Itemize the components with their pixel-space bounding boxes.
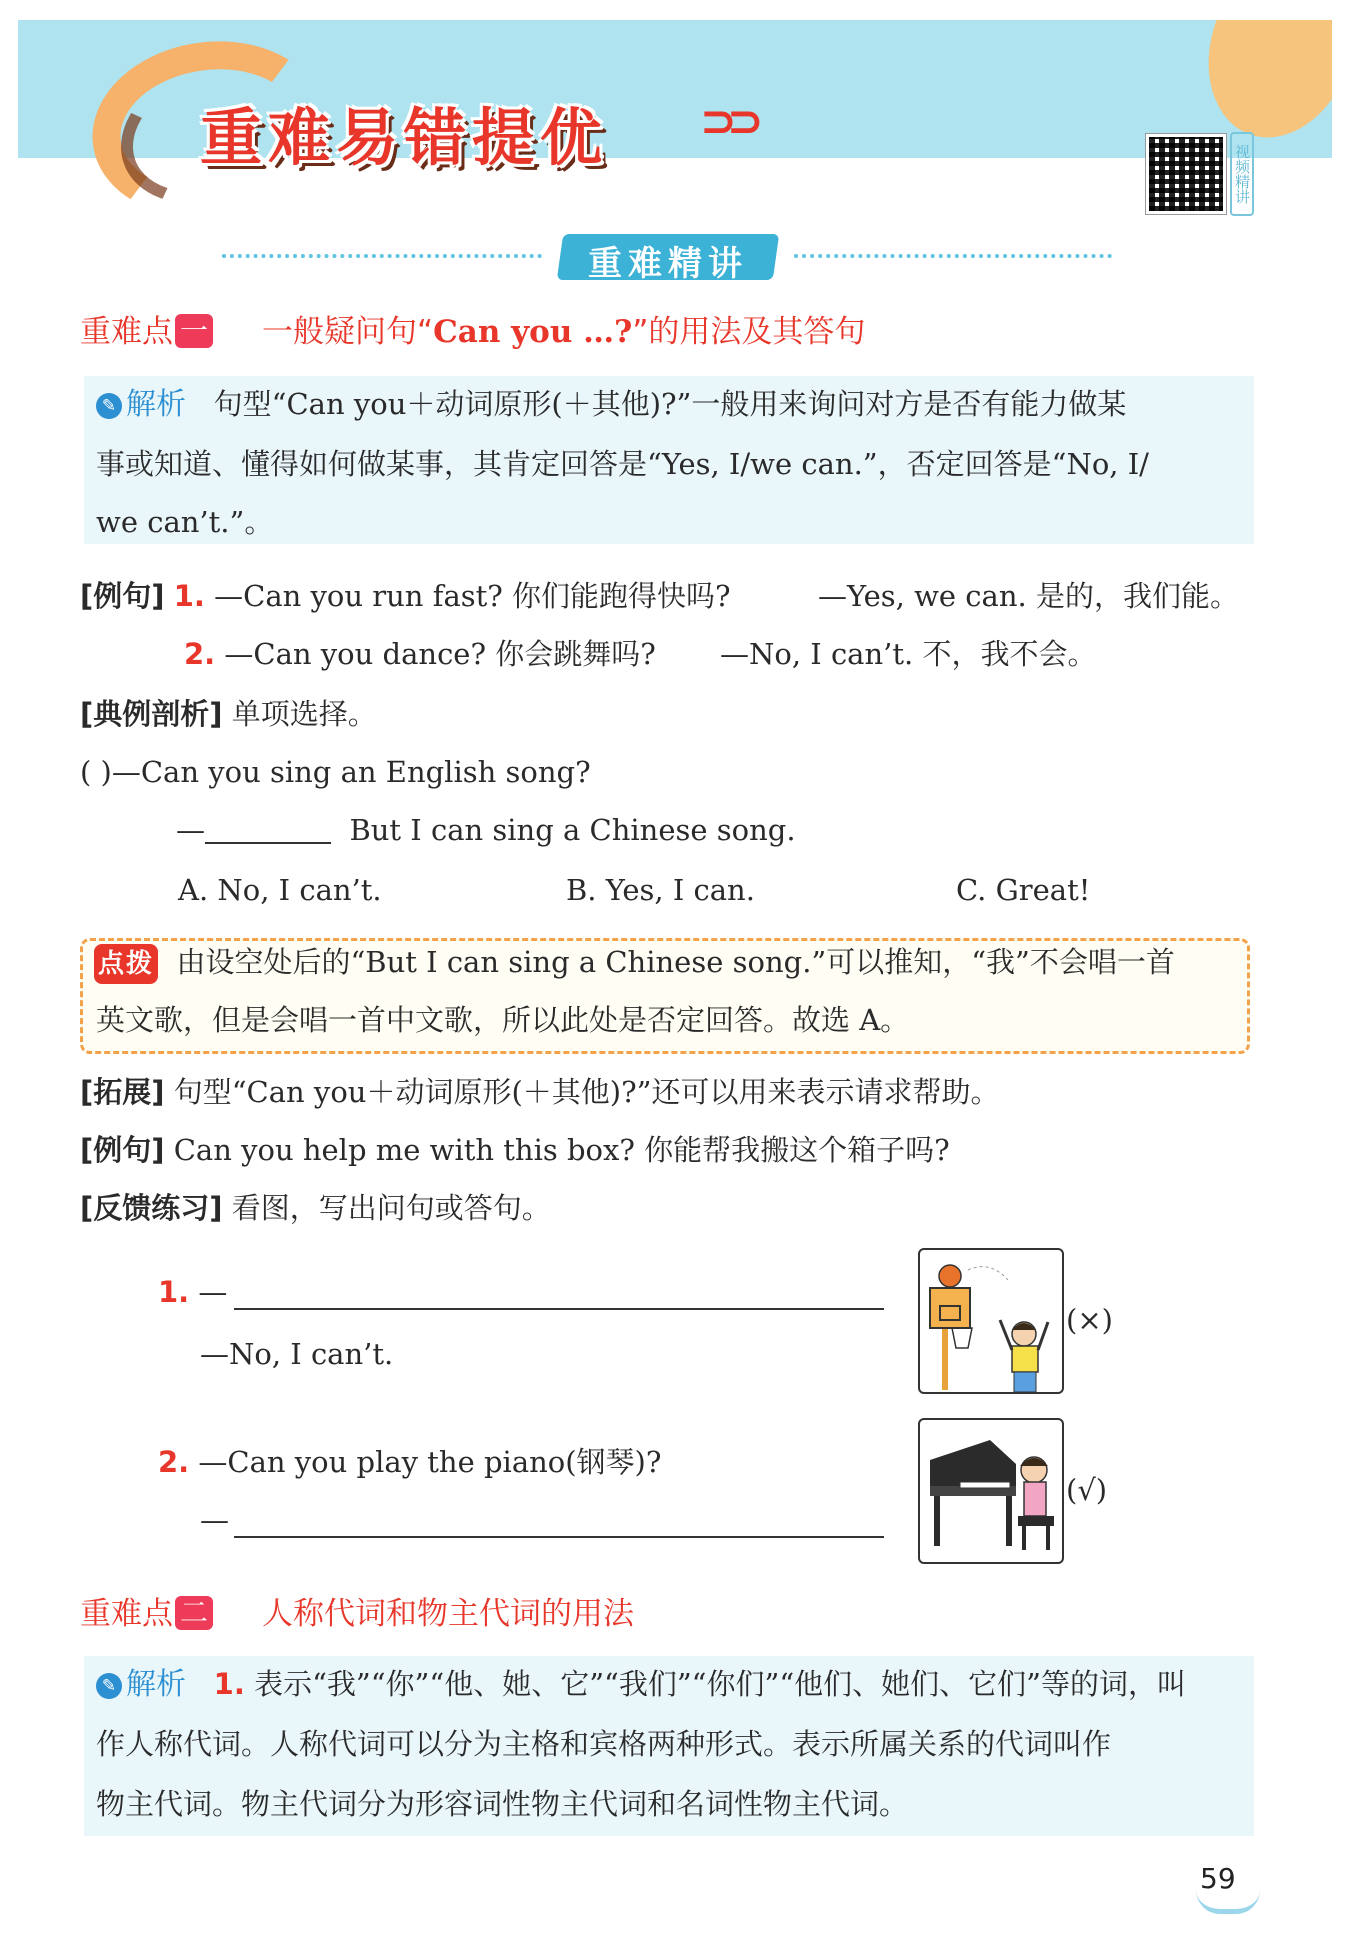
example-question: —Can you dance? 你会跳舞吗? bbox=[224, 637, 656, 671]
key-point-2-label bbox=[80, 1588, 213, 1633]
example-2-tag: [例句] bbox=[80, 1133, 165, 1167]
answer-paren[interactable]: ( ) bbox=[80, 755, 112, 789]
practice-1-mark: (×) bbox=[1066, 1303, 1113, 1337]
analysis-tag-text: 解析 bbox=[126, 1667, 186, 1702]
tip-line-2: 英文歌，但是会唱一首中文歌，所以此处是否定回答。故选 A。 bbox=[96, 1003, 910, 1037]
practice-number: 1. bbox=[158, 1275, 190, 1309]
practice-2-mark: (√) bbox=[1066, 1473, 1108, 1507]
example-row-1 bbox=[80, 576, 731, 616]
example-answer-1: —Yes, we can. 是的，我们能。 bbox=[818, 579, 1239, 613]
tip-line-1 bbox=[94, 942, 1175, 984]
basketball-picture bbox=[918, 1248, 1064, 1394]
title-part: 一般疑问句“ bbox=[262, 314, 434, 350]
example-number: 2. bbox=[184, 637, 216, 671]
answer-blank[interactable] bbox=[205, 814, 331, 844]
practice-number: 2. bbox=[158, 1445, 190, 1479]
practice-1-blank[interactable] bbox=[234, 1308, 884, 1310]
section-pill-label: 重难精讲 bbox=[588, 244, 748, 284]
option-c[interactable]: C. Great! bbox=[956, 873, 1091, 907]
pencil-icon: ✎ bbox=[96, 393, 122, 419]
analysis-tag bbox=[96, 1667, 186, 1702]
page-number: 59 bbox=[1200, 1862, 1236, 1895]
title-part: Can you …? bbox=[433, 314, 633, 350]
example-answer-2: —No, I can’t. 不，我不会。 bbox=[720, 637, 1097, 671]
page-title: 重难易错提优 bbox=[200, 101, 609, 174]
example-2-text: Can you help me with this box? 你能帮我搬这个箱子吗? bbox=[173, 1133, 950, 1167]
question-text: —Can you sing an English song? bbox=[111, 755, 591, 789]
title-arrows-icon: ⊃⊃ bbox=[700, 96, 754, 147]
practice-header bbox=[80, 1188, 551, 1228]
option-a[interactable]: A. No, I can’t. bbox=[178, 873, 382, 907]
piano-picture bbox=[918, 1418, 1064, 1564]
practice-2-blank[interactable] bbox=[234, 1536, 884, 1538]
question-line bbox=[80, 752, 591, 792]
practice-tag: [反馈练习] bbox=[80, 1191, 223, 1225]
practice-2-line-2: — bbox=[200, 1503, 229, 1537]
answer-dash: — bbox=[176, 813, 205, 847]
answer-rest: But I can sing a Chinese song. bbox=[349, 813, 796, 847]
divider-left bbox=[222, 254, 542, 258]
analysis-1-line-2: 事或知道、懂得如何做某事，其肯定回答是“Yes, I/we can.”，否定回答是“No, I/ bbox=[96, 447, 1149, 481]
practice-question: —Can you play the piano(钢琴)? bbox=[198, 1445, 662, 1479]
key-point-2-title: 人称代词和物主代词的用法 bbox=[262, 1596, 634, 1632]
key-label-text: 重难点 bbox=[80, 314, 173, 350]
option-b[interactable]: B. Yes, I can. bbox=[566, 873, 755, 907]
extension-tag: [拓展] bbox=[80, 1075, 165, 1109]
title-part: ”的用法及其答句 bbox=[632, 314, 866, 350]
page-number-decoration bbox=[1196, 1890, 1260, 1914]
analysis-number: 1. bbox=[213, 1667, 245, 1701]
extension-text: 句型“Can you＋动词原形(＋其他)?”还可以用来表示请求帮助。 bbox=[173, 1075, 1000, 1109]
analysis-tag-text: 解析 bbox=[126, 387, 186, 422]
practice-2-line-1 bbox=[158, 1442, 661, 1482]
key-point-1-title bbox=[262, 306, 865, 351]
typical-tag: [典例剖析] bbox=[80, 697, 223, 731]
analysis-2-line-1 bbox=[96, 1664, 1186, 1705]
analysis-text: 句型“Can you＋动词原形(＋其他)?”一般用来询问对方是否有能力做某 bbox=[213, 387, 1127, 421]
example-2-line bbox=[80, 1130, 950, 1170]
practice-dash: — bbox=[198, 1275, 228, 1309]
practice-1-line-1 bbox=[158, 1272, 227, 1312]
analysis-text: 表示“我”“你”“他、她、它”“我们”“你们”“他们、她们、它们”等的词，叫 bbox=[254, 1667, 1186, 1701]
typical-example-header bbox=[80, 694, 377, 734]
key-number-badge: 一 bbox=[175, 314, 213, 348]
pencil-icon: ✎ bbox=[96, 1673, 122, 1699]
example-tag: [例句] bbox=[80, 579, 165, 613]
key-label-text: 重难点 bbox=[80, 1596, 173, 1632]
typical-instruction: 单项选择。 bbox=[231, 697, 377, 731]
key-number-badge: 二 bbox=[175, 1596, 213, 1630]
qr-label: 视频精讲 bbox=[1230, 132, 1254, 216]
tip-text: 由设空处后的“But I can sing a Chinese song.”可以推知，“我”不会唱一首 bbox=[176, 945, 1175, 979]
answer-line bbox=[176, 810, 796, 850]
tip-badge: 点拨 bbox=[94, 944, 158, 984]
extension-line bbox=[80, 1072, 999, 1112]
example-row-2 bbox=[184, 634, 656, 674]
example-number: 1. bbox=[173, 579, 205, 613]
analysis-1-line-1 bbox=[96, 384, 1126, 425]
analysis-2-line-3: 物主代词。物主代词分为形容词性物主代词和名词性物主代词。 bbox=[96, 1787, 909, 1821]
divider-right bbox=[794, 254, 1112, 258]
analysis-2-line-2: 作人称代词。人称代词可以分为主格和宾格两种形式。表示所属关系的代词叫作 bbox=[96, 1727, 1112, 1761]
key-point-1-label bbox=[80, 306, 213, 351]
analysis-tag bbox=[96, 387, 186, 422]
analysis-1-line-3: we can’t.”。 bbox=[96, 505, 274, 539]
practice-instruction: 看图，写出问句或答句。 bbox=[231, 1191, 551, 1225]
example-question: —Can you run fast? 你们能跑得快吗? bbox=[214, 579, 731, 613]
practice-1-line-2: —No, I can’t. bbox=[200, 1337, 394, 1371]
qr-code-icon[interactable] bbox=[1146, 134, 1226, 214]
